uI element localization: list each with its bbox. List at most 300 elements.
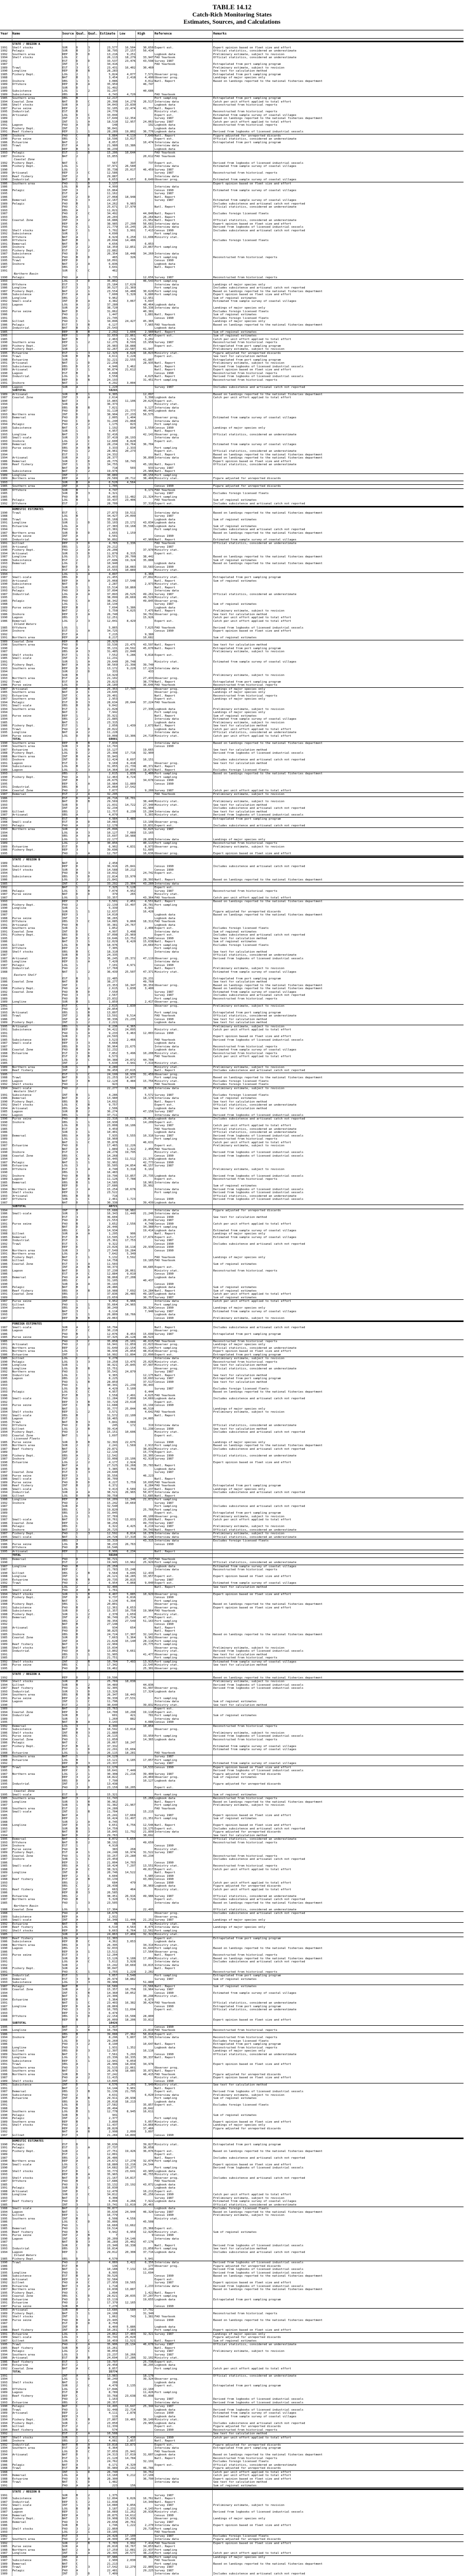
cell-remarks: Catch per unit effort applied to total effort — [213, 1124, 463, 1128]
cell-remarks: Extrapolated from port sampling program — [213, 63, 463, 66]
cell-estimate: 12,592 — [100, 1532, 117, 1536]
cell-low: 8,315 — [118, 552, 135, 556]
cell-qual-2: 1 — [88, 940, 99, 944]
cell-remarks: Estimated from sample survey of coastal villages — [213, 1229, 463, 1233]
cell-reference: Survey 1987 — [154, 1124, 212, 1128]
cell-high: 737 — [136, 162, 153, 165]
cell-high: 50,336 — [136, 307, 153, 310]
cell-qual-2: 1 — [88, 1735, 99, 1738]
cell-high: 28,313 — [136, 226, 153, 229]
cell-low: 14,522 — [118, 1871, 135, 1875]
cell-year: 1992 — [1, 1964, 12, 1968]
cell-qual-1: B — [76, 1468, 88, 1471]
cell-remarks: Catch per unit effort applied to total effort — [213, 1888, 463, 1892]
cell-qual-2: B — [88, 890, 99, 893]
cell-reference: Logbook data — [154, 130, 212, 134]
cell-remarks: Official statistics, considered an underestimate — [213, 56, 463, 60]
cell-remarks: Catch per unit effort applied to total effort — [213, 1300, 463, 1303]
cell-qual-1: 3 — [76, 1861, 88, 1865]
cell-source: INT — [62, 117, 76, 121]
cell-remarks: Based on landings reported to the national fisheries department — [213, 1444, 463, 1448]
cell-name: Industrial — [12, 1650, 62, 1653]
cell-qual-2: C — [88, 212, 99, 216]
cell-qual-2: C — [88, 1073, 99, 1077]
cell-estimate: 5,132 — [100, 1256, 117, 1260]
cell-year: 1993 — [1, 1391, 12, 1394]
cell-year: 1989 — [1, 640, 12, 644]
cell-estimate: 23,431 — [100, 66, 117, 70]
cell-high: 6,162 — [136, 1168, 153, 1172]
cell-estimate: 33,729 — [100, 1401, 117, 1404]
cell-year: 1995 — [1, 852, 12, 856]
cell-remarks: Excludes foreign licensed fleets — [213, 944, 463, 947]
cell-name: Fishery Dept. — [12, 1256, 62, 1260]
cell-source: EST — [62, 1273, 76, 1276]
cell-source: FAO — [62, 872, 76, 875]
cell-low: 16,974 — [118, 1851, 135, 1855]
cell-qual-1: D — [76, 1596, 88, 1600]
cell-remarks: Derived from logbooks of licensed industrial vessels — [213, 957, 463, 961]
cell-low: 3,318 — [118, 1168, 135, 1172]
cell-reference: Ministry stat. — [154, 1431, 212, 1434]
cell-remarks: Excludes foreign licensed fleets — [213, 927, 463, 930]
cell-name: Small-scale — [12, 821, 62, 824]
cell-source: LOG — [62, 1586, 76, 1589]
cell-source: REP — [62, 783, 76, 786]
cell-reference: Census 1990 — [154, 1283, 212, 1286]
cell-qual-1: B — [76, 640, 88, 644]
cell-qual-2: C — [88, 1340, 99, 1344]
cell-year: 1994 — [1, 708, 12, 711]
cell-name: Longline — [12, 907, 62, 910]
cell-qual-2: 2 — [88, 1454, 99, 1458]
cell-reference: Survey 1987 — [154, 546, 212, 549]
cell-high: 14,669 — [136, 1397, 153, 1401]
cell-qual-1: D — [76, 800, 88, 804]
cell-low: 13,752 — [118, 937, 135, 941]
cell-low: 17,307 — [118, 1633, 135, 1637]
cell-reference: FAO Yearbook — [154, 1039, 212, 1042]
cell-reference: Natl. Report — [154, 1871, 212, 1875]
cell-qual-1: B — [76, 1565, 88, 1569]
cell-name: Pelagic — [12, 1741, 62, 1745]
cell-qual-2: 2 — [88, 1021, 99, 1025]
cell-high: 23,867 — [136, 246, 153, 249]
cell-high: 19,175 — [136, 1827, 153, 1831]
cell-qual-1: 1 — [76, 1817, 88, 1821]
cell-reference: Port sampling — [154, 423, 212, 427]
cell-year: 1995 — [1, 1444, 12, 1448]
cell-qual-1: 3 — [76, 1191, 88, 1195]
cell-qual-1: 1 — [76, 1613, 88, 1617]
cell-remarks: Reconstructed from historical reports — [213, 1178, 463, 1181]
cell-year: 1990 — [1, 512, 12, 515]
cell-estimate: 21,841 — [100, 878, 117, 882]
cell-remarks: Estimated from sample survey of coastal villages — [213, 1048, 463, 1052]
cell-qual-2: C — [88, 920, 99, 924]
cell-source: SUR — [62, 1680, 76, 1684]
cell-year: 1987 — [1, 1565, 12, 1569]
cell-source: EST — [62, 654, 76, 657]
cell-year: 1991 — [1, 1141, 12, 1145]
cell-source: OBS — [62, 1539, 76, 1543]
cell-qual-1: B — [76, 1236, 88, 1240]
cell-high: 22,023 — [136, 1343, 153, 1347]
cell-qual-1: B — [76, 1579, 88, 1582]
cell-year: 1985 — [1, 489, 12, 493]
cell-estimate: 4,382 — [100, 300, 117, 303]
cell-qual-1: 3 — [76, 900, 88, 904]
cell-source: NAT — [62, 1256, 76, 1260]
cell-estimate: 26,974 — [100, 1978, 117, 1981]
cell-high: 15,215 — [136, 1810, 153, 1814]
cell-qual-1: 1 — [76, 971, 88, 974]
cell-year: 1994 — [1, 1992, 12, 1995]
cell-remarks: Derived from logbooks of licensed industrial vessels — [213, 752, 463, 755]
cell-name: Gillnet — [12, 1232, 62, 1236]
cell-source: INT — [62, 688, 76, 691]
cell-high: 19,815 — [136, 1964, 153, 1968]
cell-year: 1990 — [1, 1895, 12, 1899]
cell-reference: Logbook data — [154, 1885, 212, 1888]
cell-year: 1986 — [1, 1131, 12, 1134]
cell-name: Demersal — [12, 620, 62, 623]
cell-source: EST — [62, 512, 76, 515]
cell-estimate: 7,834 — [100, 742, 117, 745]
cell-estimate: 14,929 — [100, 674, 117, 677]
cell-qual-1: D — [76, 1097, 88, 1100]
cell-qual-1: 3 — [76, 1643, 88, 1647]
cell-estimate: 48 — [100, 1923, 117, 1926]
cell-estimate: 10,794 — [100, 1326, 117, 1330]
cell-estimate: 7,600 — [100, 293, 117, 297]
cell-qual-1: D — [76, 87, 88, 90]
cell-estimate: 16,886 — [100, 219, 117, 223]
cell-qual-1: C — [76, 229, 88, 233]
cell-qual-1: 3 — [76, 453, 88, 457]
cell-qual-1: 3 — [76, 1653, 88, 1657]
cell-source: LOG — [62, 518, 76, 522]
cell-remarks: Preliminary estimate, subject to revision — [213, 1025, 463, 1029]
cell-name: Inshore — [12, 256, 62, 260]
cell-remarks: See text for calculation method — [213, 643, 463, 647]
cell-qual-1: 1 — [76, 1138, 88, 1141]
cell-reference: Census 1990 — [154, 1216, 212, 1219]
cell-remarks: Expert opinion based on fleet size and effort — [213, 368, 463, 372]
cell-low: 18,285 — [118, 1575, 135, 1579]
cell-estimate: 29,569 — [100, 800, 117, 804]
cell-qual-1: D — [76, 735, 88, 738]
cell-source: LOG — [62, 375, 76, 379]
cell-reference: Observer prog. — [154, 1606, 212, 1610]
cell-qual-1: 2 — [76, 793, 88, 796]
cell-name: Subsistence — [12, 365, 62, 369]
cell-name: Inshore — [12, 134, 62, 138]
cell-estimate: 29,871 — [100, 1448, 117, 1451]
cell-name: Coastal Zone — [12, 991, 62, 994]
cell-estimate: 12,884 — [100, 1273, 117, 1276]
cell-qual-1: A — [76, 1868, 88, 1872]
cell-remarks: Landings of major species only — [213, 1488, 463, 1492]
cell-qual-1: B — [76, 243, 88, 246]
cell-year: 1987 — [1, 1458, 12, 1461]
cell-source: OBS — [62, 786, 76, 789]
cell-source: REP — [62, 957, 76, 961]
cell-estimate: 38,277 — [100, 980, 117, 984]
cell-qual-1: B — [76, 110, 88, 114]
cell-qual-1: 1 — [76, 910, 88, 914]
cell-year: 1993 — [1, 1841, 12, 1845]
cell-name: Small-scale — [12, 1810, 62, 1814]
cell-qual-2: 1 — [88, 130, 99, 134]
cell-year: 1989 — [1, 93, 12, 97]
cell-qual-2: 3 — [88, 2012, 99, 2015]
cell-high: 20,612 — [136, 155, 153, 159]
cell-qual-1: A — [76, 1933, 88, 1937]
cell-source: LOG — [62, 1367, 76, 1371]
cell-high: 21,324 — [136, 496, 153, 499]
cell-year: 1991 — [1, 1558, 12, 1562]
cell-qual-1: 1 — [76, 1522, 88, 1526]
cell-qual-2: C — [88, 1995, 99, 1998]
cell-qual-1: A — [76, 1944, 88, 1947]
cell-remarks: Catch per unit effort applied to total effort — [213, 735, 463, 738]
cell-reference: Ministry stat. — [154, 1888, 212, 1892]
cell-source: EST — [62, 1793, 76, 1797]
cell-qual-2: 2 — [88, 2026, 99, 2029]
cell-high: 51,163 — [136, 1620, 153, 1623]
cell-source: EST — [62, 821, 76, 824]
cell-qual-1: B — [76, 1940, 88, 1944]
cell-source: SUR — [62, 456, 76, 460]
cell-estimate: 12,120 — [100, 1080, 117, 1083]
cell-reference: Survey 1987 — [154, 1134, 212, 1138]
cell-remarks: Preliminary estimate, subject to revision — [213, 1066, 463, 1070]
cell-estimate: 19,974 — [100, 470, 117, 473]
cell-remarks: Includes subsistence and artisanal catch not reported — [213, 1069, 463, 1073]
cell-name: Pelagic — [12, 890, 62, 893]
cell-year: 1994 — [1, 355, 12, 359]
cell-estimate: 13,172 — [100, 667, 117, 671]
cell-name: Longline — [12, 1001, 62, 1004]
cell-estimate: 37,711 — [100, 1114, 117, 1117]
cell-reference: Interview data — [154, 307, 212, 310]
cell-qual-1: B — [76, 1623, 88, 1626]
cell-estimate: 6,743 — [100, 93, 117, 97]
cell-estimate: 21,031 — [100, 804, 117, 807]
cell-qual-1: A — [76, 144, 88, 148]
cell-estimate: 30,825 — [100, 1630, 117, 1633]
cell-remarks: Landings of major species only — [213, 76, 463, 80]
cell-source: REP — [62, 1676, 76, 1680]
cell-name: Gillnet — [12, 320, 62, 324]
cell-low: 421 — [118, 1714, 135, 1718]
cell-low: 18,948 — [118, 196, 135, 199]
cell-qual-1: B — [76, 1633, 88, 1637]
cell-qual-2: C — [88, 691, 99, 694]
cell-name: Purse seine — [12, 1300, 62, 1303]
cell-qual-1: B — [76, 499, 88, 502]
cell-remarks: Expert opinion based on fleet size and effort — [213, 1814, 463, 1818]
cell-reference: Survey 1987 — [154, 1239, 212, 1243]
cell-qual-2: D — [88, 704, 99, 708]
cell-source: EST — [62, 293, 76, 297]
cell-estimate: 16,941 — [100, 1343, 117, 1347]
cell-estimate: 26,354 — [100, 252, 117, 256]
cell-high: 36,776 — [136, 130, 153, 134]
cell-estimate: 10,424 — [100, 1865, 117, 1868]
cell-remarks: Estimated from sample survey of coastal villages — [213, 1992, 463, 1995]
cell-name: Estuarine — [12, 1164, 62, 1168]
cell-remarks: See text for calculation method — [213, 1374, 463, 1378]
cell-high: 2,282 — [136, 1971, 153, 1974]
cell-reference: Expert est. — [154, 162, 212, 165]
cell-reference: Natl. Report — [154, 1801, 212, 1804]
cell-source: NAT — [62, 1995, 76, 1998]
cell-estimate: 29,735 — [100, 1579, 117, 1582]
cell-year: 1995 — [1, 256, 12, 260]
cell-estimate: 7,021 — [100, 406, 117, 410]
cell-qual-2: C — [88, 365, 99, 369]
cell-high: 14,533 — [136, 1766, 153, 1770]
cell-qual-1: 3 — [76, 542, 88, 546]
cell-year: 1992 — [1, 219, 12, 223]
cell-remarks: Based on landings reported to the national fisheries department — [213, 555, 463, 559]
cell-remarks: Official statistics, considered an underestimate — [213, 433, 463, 437]
table-row — [0, 824, 463, 828]
cell-source: NAT — [62, 1464, 76, 1468]
cell-qual-1: 1 — [76, 555, 88, 559]
cell-qual-2: 1 — [88, 684, 99, 687]
cell-name: Artisanal — [12, 456, 62, 460]
cell-reference: Expert est. — [154, 1353, 212, 1357]
cell-year: 1993 — [1, 1404, 12, 1408]
cell-qual-2: 1 — [88, 1664, 99, 1667]
cell-source: REP — [62, 1475, 76, 1478]
cell-reference: Census 1990 — [154, 869, 212, 872]
cell-year: 1990 — [1, 1561, 12, 1565]
cell-source: SUR — [62, 492, 76, 496]
cell-estimate: 23,353 — [100, 984, 117, 988]
cell-reference: Observer prog. — [154, 677, 212, 681]
cell-name: Demersal — [12, 243, 62, 246]
cell-estimate: 4,604 — [100, 1875, 117, 1878]
cell-low: 6,250 — [118, 236, 135, 240]
cell-estimate: 36,239 — [100, 148, 117, 151]
cell-low: 11,444 — [118, 1919, 135, 1922]
cell-qual-2: B — [88, 944, 99, 947]
cell-reference: Interview data — [154, 960, 212, 964]
cell-estimate: 18,822 — [100, 1776, 117, 1780]
cell-source: FAO — [62, 1083, 76, 1087]
cell-qual-2: D — [88, 1468, 99, 1471]
cell-qual-2: 1 — [88, 1313, 99, 1317]
cell-year: 1993 — [1, 416, 12, 420]
cell-qual-2: 2 — [88, 824, 99, 828]
cell-estimate: 12,586 — [100, 172, 117, 175]
cell-estimate: 2,506 — [100, 1107, 117, 1111]
cell-qual-1: 1 — [76, 603, 88, 606]
cell-year: 1992 — [1, 566, 12, 569]
cell-year: 1989 — [1, 1871, 12, 1875]
cell-source: OBS — [62, 209, 76, 213]
cell-year: 1991 — [1, 1293, 12, 1296]
cell-high: 27,892 — [136, 576, 153, 580]
cell-name: Demersal — [12, 1616, 62, 1620]
cell-source: FAO — [62, 1144, 76, 1148]
cell-year: 1991 — [1, 586, 12, 590]
cell-name: Reef fishery — [12, 1290, 62, 1293]
cell-qual-1: 3 — [76, 913, 88, 917]
cell-name: Small-scale — [12, 1087, 62, 1091]
cell-qual-1: 3 — [76, 1042, 88, 1045]
cell-reference: Interview data — [154, 165, 212, 168]
cell-qual-1: 2 — [76, 1343, 88, 1347]
cell-source: INT — [62, 1700, 76, 1704]
cell-estimate: 34,896 — [100, 320, 117, 324]
cell-year: 1985 — [1, 338, 12, 342]
cell-estimate: 24,640 — [100, 1471, 117, 1475]
cell-source: FAO — [62, 528, 76, 532]
cell-estimate: 15,254 — [100, 1188, 117, 1192]
cell-high: 46,157 — [136, 1164, 153, 1168]
cell-estimate: 7,325 — [100, 886, 117, 890]
cell-source: SUR — [62, 393, 76, 397]
cell-qual-1: 3 — [76, 940, 88, 944]
cell-qual-1: A — [76, 1283, 88, 1286]
cell-low: 18,038 — [118, 1680, 135, 1684]
cell-name: Pelagic — [12, 151, 62, 155]
cell-name: Trawl — [12, 355, 62, 359]
cell-source: EST — [62, 1073, 76, 1077]
cell-qual-1: 2 — [76, 175, 88, 179]
cell-reference: Survey 1987 — [154, 1094, 212, 1097]
cell-year: 1995 — [1, 327, 12, 330]
cell-qual-1: B — [76, 674, 88, 677]
cell-qual-1: D — [76, 1387, 88, 1391]
cell-estimate: 11,688 — [100, 1404, 117, 1408]
cell-low: 15,621 — [118, 1117, 135, 1121]
cell-name: Gillnet — [12, 542, 62, 546]
cell-source: EST — [62, 701, 76, 705]
cell-estimate: 5,630 — [100, 1062, 117, 1065]
group-title: Western Shelf — [12, 1090, 63, 1094]
cell-qual-1: 3 — [76, 1718, 88, 1721]
cell-name: Subsistence — [12, 252, 62, 256]
cell-estimate: 21,885 — [100, 718, 117, 721]
cell-year: 1992 — [1, 818, 12, 821]
cell-reference: Natl. Report — [154, 206, 212, 209]
cell-source: FAO — [62, 1048, 76, 1052]
cell-name: Purse seine — [12, 1543, 62, 1547]
cell-qual-2: B — [88, 70, 99, 73]
cell-qual-2: 3 — [88, 1704, 99, 1707]
cell-estimate: 12,424 — [100, 758, 117, 762]
cell-estimate: 34,755 — [100, 463, 117, 467]
cell-remarks: Sum of regional estimates — [213, 940, 463, 944]
cell-reference: Ministry stat. — [154, 1613, 212, 1617]
cell-high: 32,141 — [136, 1633, 153, 1637]
cell-estimate: 12,134 — [100, 1451, 117, 1454]
cell-estimate: 13,980 — [100, 1097, 117, 1100]
cell-reference: Expert est. — [154, 2008, 212, 2012]
cell-qual-2: 2 — [88, 546, 99, 549]
cell-source: REP — [62, 715, 76, 718]
cell-year: 1986 — [1, 1353, 12, 1357]
cell-low: 18,766 — [118, 1313, 135, 1317]
cell-qual-1: 1 — [76, 1370, 88, 1374]
cell-estimate: 8,072 — [100, 1838, 117, 1841]
